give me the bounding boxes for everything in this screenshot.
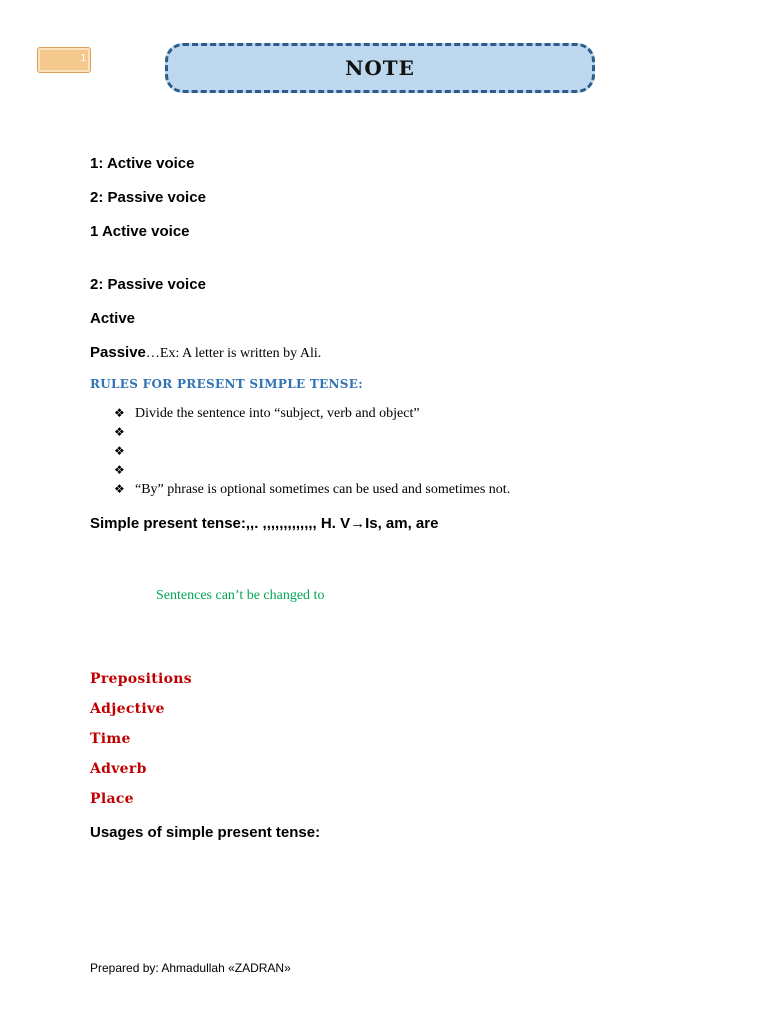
simple-present-line: Simple present tense:,,. ,,,,,,,,,,,,, H. V→Is, am, are [90,515,439,532]
note-banner [165,43,595,93]
line-active: Active [90,310,136,327]
rule-bullet [114,406,420,422]
page-number-badge [37,47,91,73]
rule-text: “By” phrase is optional sometimes can be used and sometimes not. [135,482,511,497]
line-passive-example [90,344,321,362]
rule-bullet [114,444,135,460]
diamond-bullet-icon: ❖ [114,406,125,420]
diamond-bullet-icon: ❖ [114,482,125,496]
heading-time: Time [90,731,131,747]
heading-adverb: Adverb [90,761,147,777]
line-active-voice-1: 1: Active voice [90,155,195,172]
rule-text: Divide the sentence into “subject, verb and object” [135,406,420,421]
rule-bullet [114,425,135,441]
line-passive-voice-2: 2: Passive voice [90,276,206,293]
diamond-bullet-icon: ❖ [114,463,125,477]
rules-heading: RULES FOR PRESENT SIMPLE TENSE: [90,377,363,391]
diamond-bullet-icon: ❖ [114,425,125,439]
passive-label: Passive [90,344,146,361]
line-passive-voice-1: 2: Passive voice [90,189,206,206]
diamond-bullet-icon: ❖ [114,444,125,458]
rule-bullet [114,482,510,498]
usages-heading: Usages of simple present tense: [90,824,321,841]
line-active-voice-2: 1 Active voice [90,223,190,240]
page-number: 1 [80,53,86,64]
heading-adjective: Adjective [90,701,165,717]
footer-credit: Prepared by: Ahmadullah «ZADRAN» [90,961,291,975]
passive-example-text: …Ex: A letter is written by Ali. [145,346,322,361]
banner-title: NOTE [345,56,415,80]
heading-prepositions: Prepositions [90,671,192,687]
heading-place: Place [90,791,134,807]
rule-bullet [114,463,135,479]
green-note: Sentences can’t be changed to [156,588,325,603]
